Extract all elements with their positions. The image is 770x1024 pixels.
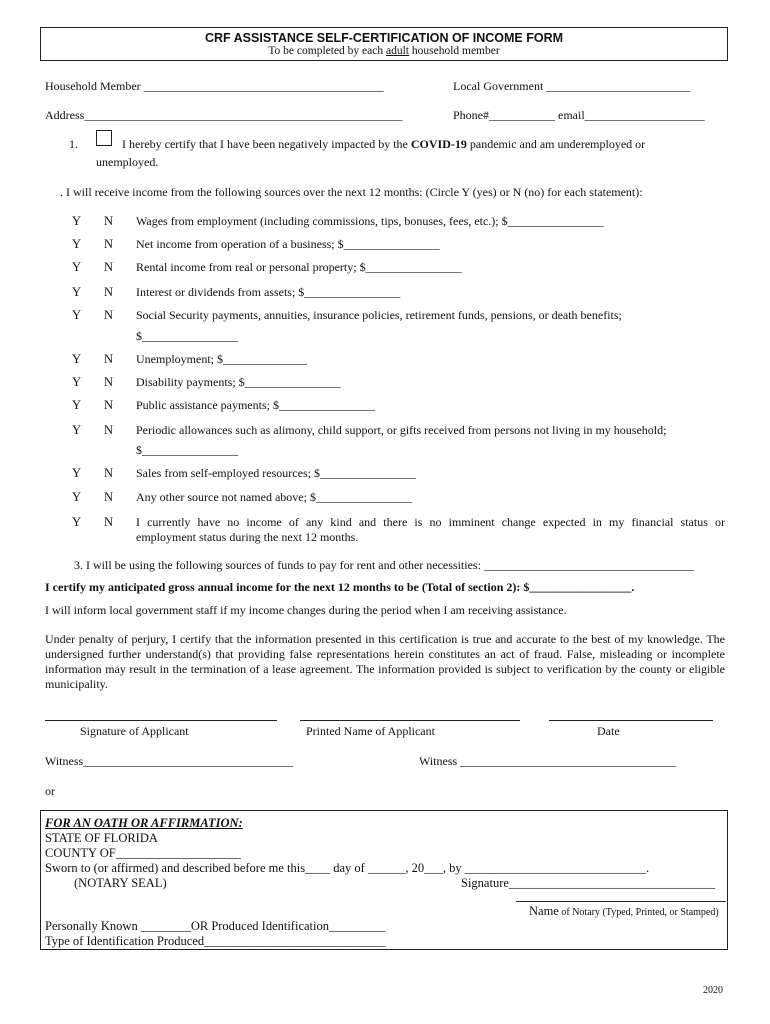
or-label: or bbox=[45, 784, 55, 798]
subtitle-pre: To be completed by each bbox=[268, 45, 386, 57]
witness1-field[interactable]: Witness___________________________________ bbox=[45, 754, 294, 768]
footer-year: 2020 bbox=[703, 985, 723, 996]
yes-option[interactable]: Y bbox=[72, 260, 82, 274]
notary-name-line[interactable] bbox=[516, 901, 726, 902]
notary-seal: (NOTARY SEAL) bbox=[74, 876, 167, 890]
no-option[interactable]: N bbox=[104, 260, 114, 274]
no-option[interactable]: N bbox=[104, 237, 114, 251]
section1-text-line2: unemployed. bbox=[96, 155, 159, 169]
yes-option[interactable]: Y bbox=[72, 398, 82, 412]
yes-option[interactable]: Y bbox=[72, 490, 82, 504]
income-source-item[interactable]: Public assistance payments; $________________ bbox=[136, 398, 375, 412]
no-option[interactable]: N bbox=[104, 352, 114, 366]
yes-option[interactable]: Y bbox=[72, 352, 82, 366]
address-field[interactable]: Address_____________________________________________________ bbox=[45, 108, 403, 122]
income-source-item[interactable]: Social Security payments, annuities, insurance policies, retirement funds, pensions, or death benefits; bbox=[136, 308, 622, 322]
subtitle-adult: adult bbox=[385, 45, 409, 57]
no-option[interactable]: N bbox=[104, 490, 114, 504]
printed-name-line[interactable] bbox=[300, 720, 520, 721]
form-title-box bbox=[40, 27, 728, 61]
income-source-item[interactable]: Interest or dividends from assets; $________________ bbox=[136, 285, 401, 299]
notary-state: STATE OF FLORIDA bbox=[45, 831, 158, 845]
inform-statement: I will inform local government staff if my income changes during the period when I am receiving assistance. bbox=[45, 603, 567, 617]
income-source-item[interactable]: Disability payments; $________________ bbox=[136, 375, 341, 389]
income-source-item-line2[interactable]: $________________ bbox=[136, 329, 238, 343]
notary-name-label bbox=[529, 904, 719, 919]
no-option[interactable]: N bbox=[104, 466, 114, 480]
yes-option[interactable]: Y bbox=[72, 466, 82, 480]
certify-total-statement[interactable]: I certify my anticipated gross annual income for the next 12 months to be (Total of section 2): $_________________. bbox=[45, 580, 635, 594]
form-subtitle bbox=[41, 45, 727, 57]
notary-box bbox=[40, 810, 728, 950]
notary-signature[interactable]: Signature_________________________________ bbox=[461, 876, 716, 890]
date-line[interactable] bbox=[549, 720, 713, 721]
section2-intro: . I will receive income from the following sources over the next 12 months: (Circle Y (yes) or N (no) for each statement): bbox=[60, 185, 643, 199]
no-option[interactable]: N bbox=[104, 308, 114, 322]
local-government-field[interactable]: Local Government ________________________ bbox=[453, 79, 691, 93]
subtitle-post: household member bbox=[408, 45, 500, 57]
penalty-paragraph: Under penalty of perjury, I certify that the information presented in this certification is true and accurate to the best of my knowledge. The undersigned further understand(s) that providing false representations herein constitutes an act of fraud. False, misleading or incomplete information may result in the termination of a lease agreement. The information provided is subject to verification by the county or eligible municipality. bbox=[45, 632, 725, 691]
section3-text[interactable]: 3. I will be using the following sources of funds to pay for rent and other necessities: ___________________________________ bbox=[74, 558, 694, 572]
date-label: Date bbox=[597, 724, 620, 738]
notary-id-type[interactable]: Type of Identification Produced_____________________________ bbox=[45, 934, 386, 948]
witness2-field[interactable]: Witness ____________________________________ bbox=[419, 754, 677, 768]
yes-option[interactable]: Y bbox=[72, 214, 82, 228]
no-option[interactable]: N bbox=[104, 398, 114, 412]
income-source-item[interactable]: Rental income from real or personal property; $________________ bbox=[136, 260, 462, 274]
yes-option[interactable]: Y bbox=[72, 285, 82, 299]
income-source-item[interactable]: Wages from employment (including commissions, tips, bonuses, fees, etc.); $________________ bbox=[136, 214, 604, 228]
income-source-item-line2[interactable]: employment status during the next 12 months. bbox=[136, 530, 359, 544]
income-source-item[interactable]: Periodic allowances such as alimony, child support, or gifts received from persons not living in my household; bbox=[136, 423, 667, 437]
section1-number: 1. bbox=[69, 137, 78, 151]
notary-name-word: Name bbox=[529, 904, 559, 918]
income-source-item[interactable]: Sales from self-employed resources; $________________ bbox=[136, 466, 416, 480]
no-option[interactable]: N bbox=[104, 285, 114, 299]
form-title: CRF ASSISTANCE SELF-CERTIFICATION OF INCOME FORM bbox=[204, 31, 564, 45]
yes-option[interactable]: Y bbox=[72, 515, 82, 529]
income-source-item[interactable]: I currently have no income of any kind and there is no imminent change expected in my financial status or bbox=[136, 515, 725, 529]
income-source-item[interactable]: Net income from operation of a business; $________________ bbox=[136, 237, 440, 251]
section1-text-line1 bbox=[122, 137, 725, 152]
household-member-field[interactable]: Household Member ________________________________________ bbox=[45, 79, 384, 93]
no-option[interactable]: N bbox=[104, 214, 114, 228]
phone-email-field[interactable]: Phone#___________ email____________________ bbox=[453, 108, 705, 122]
income-source-item[interactable]: Unemployment; $______________ bbox=[136, 352, 307, 366]
notary-county[interactable]: COUNTY OF____________________ bbox=[45, 846, 241, 860]
yes-option[interactable]: Y bbox=[72, 237, 82, 251]
income-source-item[interactable]: Any other source not named above; $________________ bbox=[136, 490, 412, 504]
covid-impact-checkbox[interactable] bbox=[96, 130, 112, 146]
income-source-item-line2[interactable]: $________________ bbox=[136, 443, 238, 457]
applicant-signature-label: Signature of Applicant bbox=[80, 724, 189, 738]
applicant-signature-line[interactable] bbox=[45, 720, 277, 721]
yes-option[interactable]: Y bbox=[72, 423, 82, 437]
notary-sworn[interactable]: Sworn to (or affirmed) and described before me this____ day of ______, 20___, by _____________________________. bbox=[45, 861, 650, 875]
section1-post: pandemic and am underemployed or bbox=[466, 137, 646, 151]
printed-name-label: Printed Name of Applicant bbox=[306, 724, 435, 738]
no-option[interactable]: N bbox=[104, 375, 114, 389]
yes-option[interactable]: Y bbox=[72, 375, 82, 389]
section1-pre: I hereby certify that I have been negatively impacted by the bbox=[122, 137, 411, 151]
no-option[interactable]: N bbox=[104, 423, 114, 437]
notary-name-note: of Notary (Typed, Printed, or Stamped) bbox=[558, 907, 719, 918]
notary-heading: FOR AN OATH OR AFFIRMATION: bbox=[45, 816, 243, 830]
yes-option[interactable]: Y bbox=[72, 308, 82, 322]
section1-bold: COVID-19 bbox=[410, 137, 467, 151]
notary-personally-known[interactable]: Personally Known ________OR Produced Identification_________ bbox=[45, 919, 386, 933]
no-option[interactable]: N bbox=[104, 515, 114, 529]
